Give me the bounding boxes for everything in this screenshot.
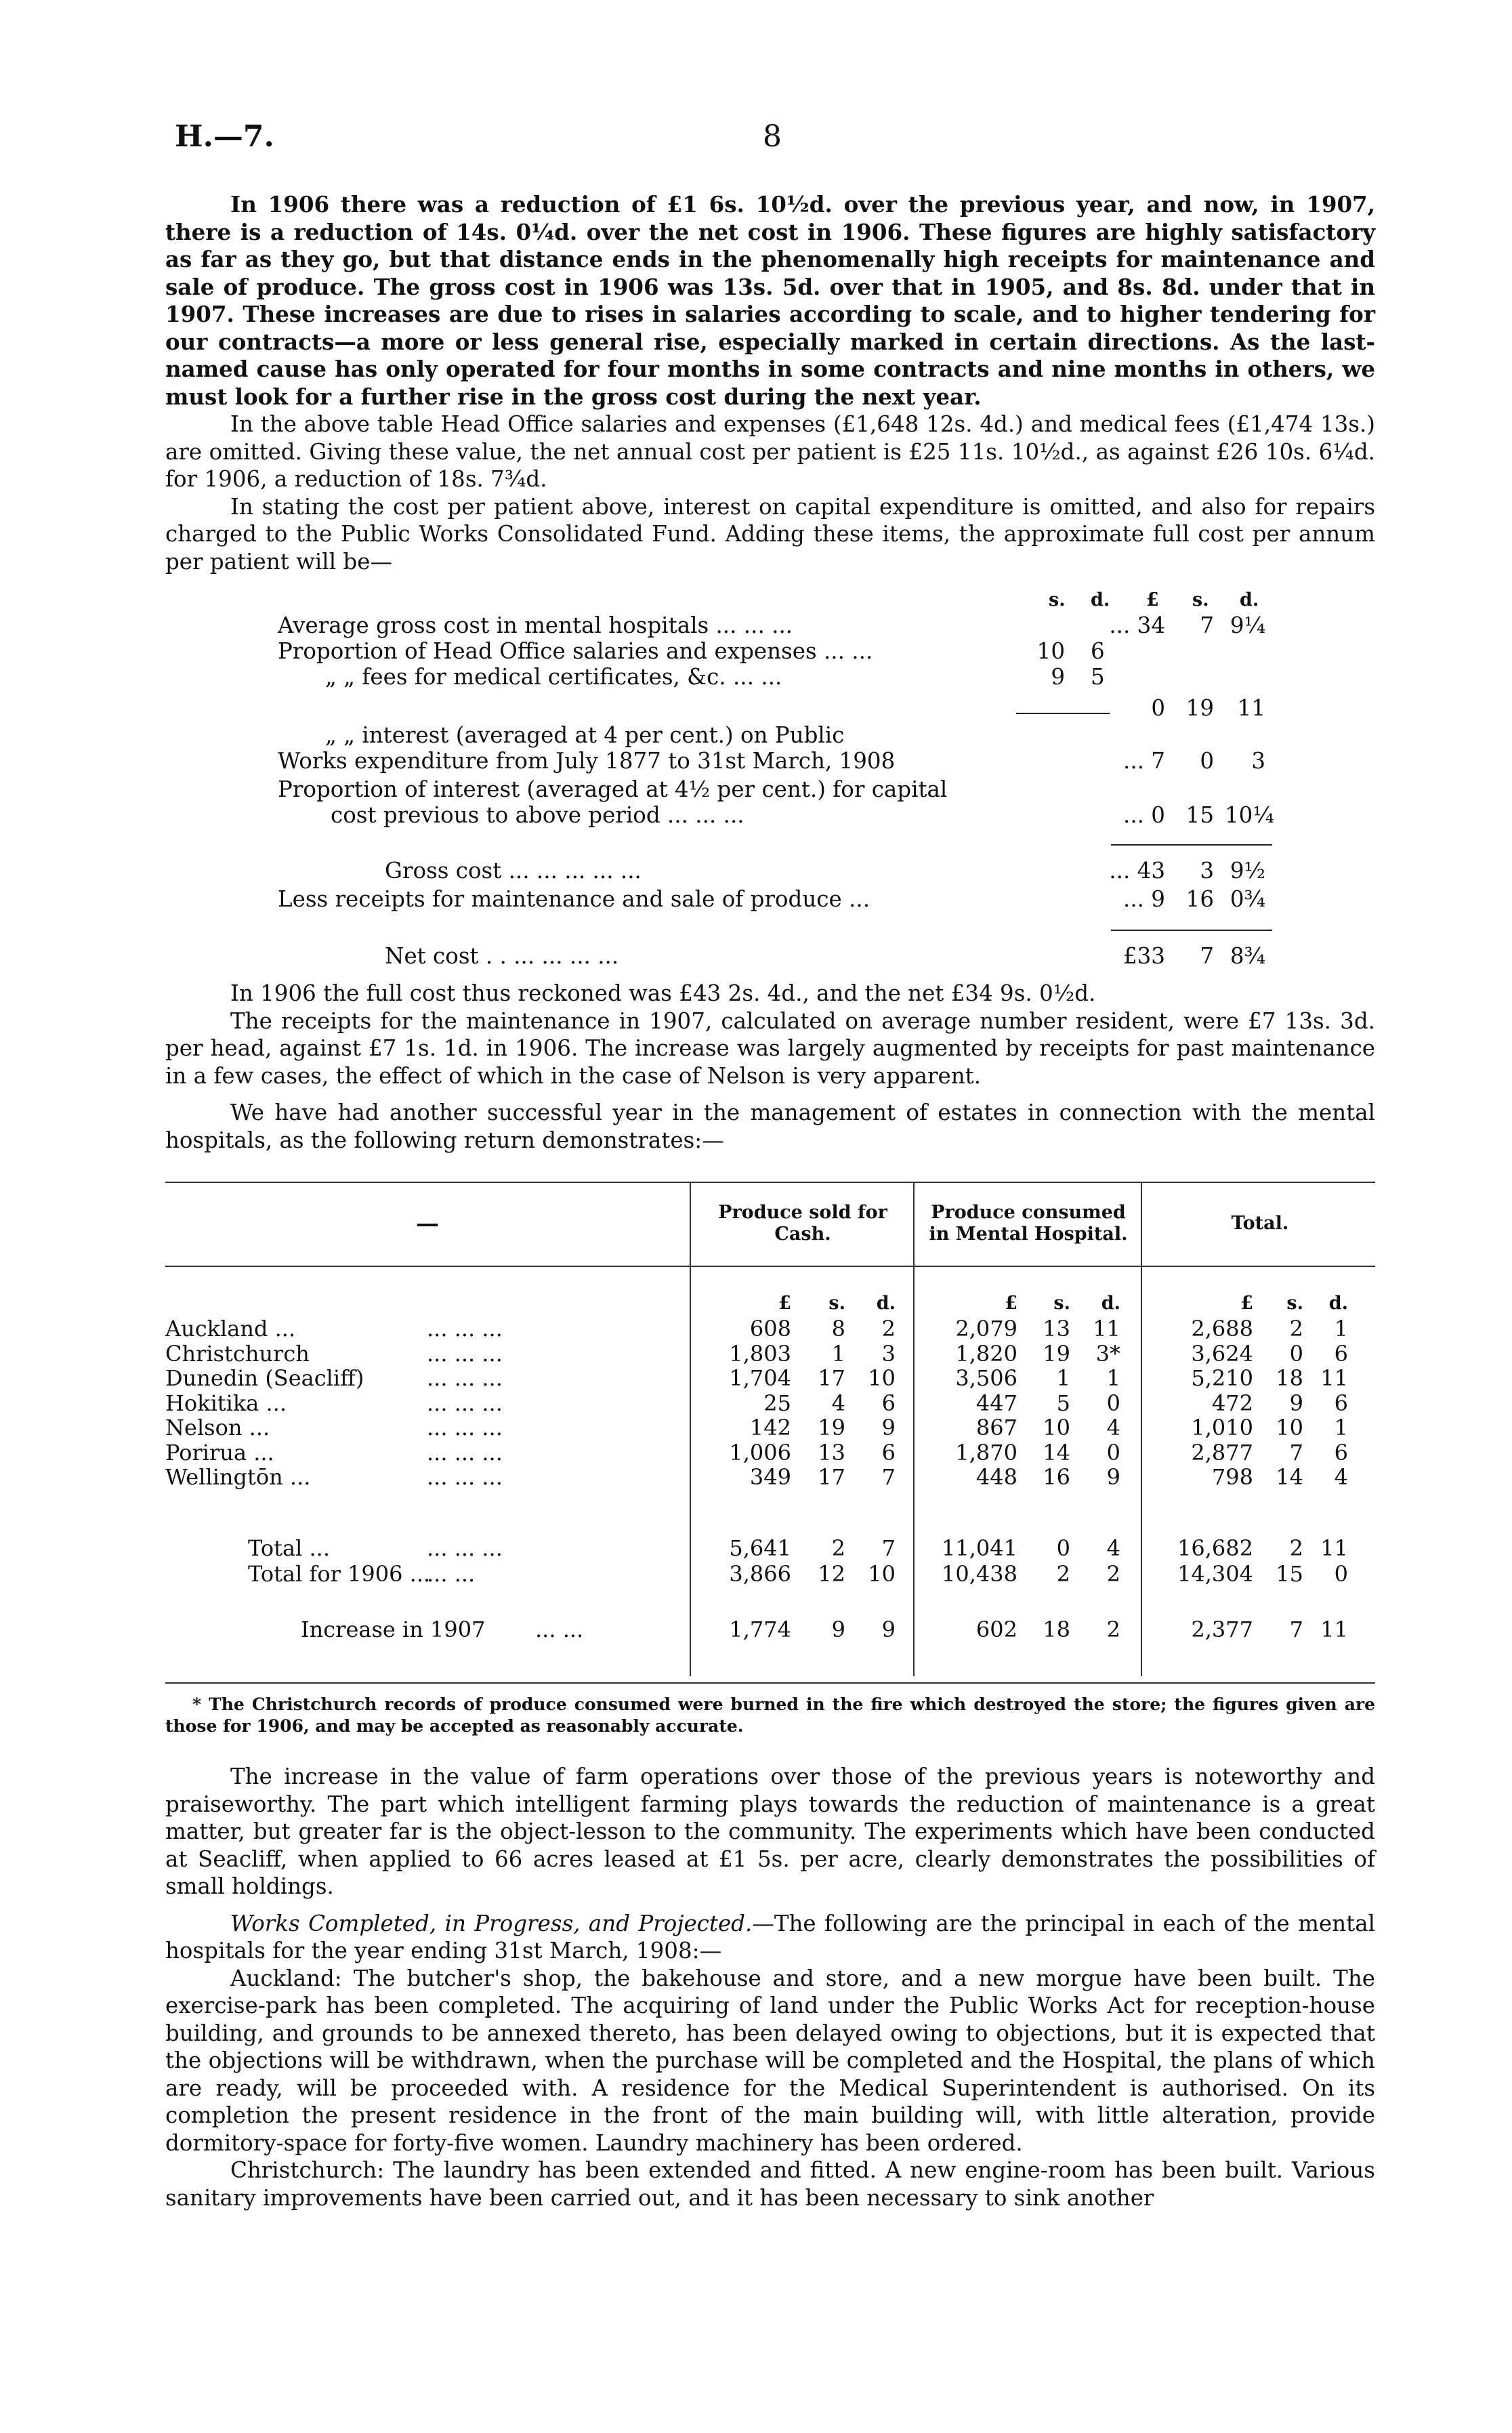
table-cell: 867 [975,1415,1017,1440]
table-cell: 0 [1289,1341,1303,1367]
row-label: Christchurch [165,1341,310,1367]
paragraph-full-cost-1906: In 1906 the full cost thus reckoned was £43 2s. 4d., and the net £34 9s. 0½d. [230,980,1096,1006]
col-head-s2: s. [1192,589,1209,610]
table-cell: 3* [1095,1341,1120,1367]
table-cell: 14 [1043,1440,1070,1465]
table-cell: 2,079 [955,1316,1017,1342]
works-intro: —The following are the principal in each of the mental hospitals for the year ending 31st March, 1908:— [165,1910,1375,1963]
row-label: Nelson ... [165,1415,270,1440]
table-cell: 2 [1289,1316,1303,1342]
table-cell: 472 [1211,1390,1253,1416]
cost-label-average: Average gross cost in mental hospitals ... ... ... [278,612,793,638]
paragraph-head-office: In the above table Head Office salaries and expenses (£1,648 12s. 4d.) and medical fees (£1,474 13s.) are omitted. Giving these value, the net annual cost per patient is £25 11s. 10½d., as against £26 10s. 6¼d. for 1906, a reduction of 18s. 7¾d. [165,411,1375,492]
cost-value: 6 [1091,638,1105,664]
cost-value: 9 [1051,664,1065,690]
cost-value: ... 7 [1122,748,1165,774]
table-head-rule [165,1266,1375,1267]
table-cell: 11 [1320,1365,1348,1391]
table-cell: 7 [1289,1440,1303,1465]
table-cell: 4 [1334,1464,1348,1490]
row-leader-dots: ... ... ... [427,1365,503,1391]
row-leader-dots: ... ... ... [427,1341,503,1367]
unit-header: d. [1328,1293,1348,1314]
cost-value: 3 [1251,748,1265,774]
table-cell: 448 [975,1464,1017,1490]
table-cell: 1,820 [955,1341,1017,1367]
row-label: Porirua ... [165,1440,274,1465]
table-cell: 5 [1056,1390,1070,1416]
table-cell: 2 [881,1316,896,1342]
table-cell: 0 [1334,1561,1348,1587]
row-label: Total for 1906 ... [248,1561,431,1587]
cost-label-interest-public-works-cont: Works expenditure from July 1877 to 31st March, 1908 [278,748,896,774]
cost-label-net: Net cost . . ... ... ... ... [385,943,619,969]
page-number: 8 [763,119,782,154]
table-bottom-rule [165,1682,1375,1684]
table-cell: 2 [831,1535,845,1561]
cost-value: 0¾ [1230,886,1265,912]
row-label: Wellingtōn ... [165,1464,311,1490]
cost-value: 9¼ [1230,612,1265,638]
cost-value: 10¼ [1225,802,1274,828]
table-cell: 0 [1106,1440,1120,1465]
table-cell: 16,682 [1177,1535,1253,1561]
table-cell: 1 [1334,1415,1348,1440]
table-cell: 13 [1043,1316,1070,1342]
unit-header: s. [1286,1293,1303,1314]
table-cell: 10,438 [942,1561,1017,1587]
row-label: Total ... [248,1535,330,1561]
table-cell: 5,641 [729,1535,791,1561]
table-cell: 10 [1043,1415,1070,1440]
head-produce-sold-cash: Produce sold for Cash. [718,1202,887,1245]
row-leader-dots: ... ... ... [427,1415,503,1440]
table-cell: 11 [1320,1535,1348,1561]
row-leader-dots: ... ... [427,1561,476,1587]
cost-value: 3 [1200,858,1214,883]
cost-value: 9½ [1230,858,1265,883]
table-cell: 1 [831,1341,845,1367]
table-col-rule [1141,1182,1142,1676]
table-cell: 11,041 [942,1535,1017,1561]
unit-header: s. [1053,1293,1070,1314]
cost-value: 10 [1036,638,1065,664]
table-cell: 14,304 [1177,1561,1253,1587]
table-cell: 9 [881,1617,896,1642]
table-cell: 4 [831,1390,845,1416]
cost-value: ... 43 [1109,858,1165,883]
table-cell: 17 [818,1365,845,1391]
table-cell: 142 [749,1415,791,1440]
table-cell: 7 [881,1464,896,1490]
table-cell: 25 [763,1390,791,1416]
table-cell: 2 [1289,1535,1303,1561]
table-cell: 0 [1106,1390,1120,1416]
table-cell: 9 [1106,1464,1120,1490]
paragraph-christchurch: Christchurch: The laundry has been extended and fitted. A new engine-room has been built. Various sanitary improvements have been carried out, and it has been necessary to sink another [165,2157,1375,2211]
table-cell: 2 [1056,1561,1070,1587]
cost-value: 15 [1185,802,1214,828]
row-leader-dots: ... ... [535,1617,584,1642]
document-code: H.—7. [175,119,274,154]
table-cell: 6 [1334,1390,1348,1416]
row-leader-dots: ... ... ... [427,1535,503,1561]
cost-value: ... 0 [1122,802,1165,828]
row-leader-dots: ... ... ... [427,1440,503,1465]
cost-label-interest-public-works: „ „ interest (averaged at 4 per cent.) on Public [325,722,845,748]
table-cell: 11 [1320,1617,1348,1642]
table-cell: 447 [975,1390,1017,1416]
table-cell: 9 [881,1415,896,1440]
cost-label-interest-capital: Proportion of interest (averaged at 4½ per cent.) for capital [278,776,948,802]
row-leader-dots: ... ... ... [427,1390,503,1416]
table-cell: 18 [1043,1617,1070,1642]
table-top-rule [165,1182,1375,1183]
table-cell: 13 [818,1440,845,1465]
table-cell: 3,506 [955,1365,1017,1391]
table-cell: 18 [1276,1365,1303,1391]
paragraph-cost-intro: In stating the cost per patient above, interest on capital expenditure is omitted, and also for repairs charged to the Public Works Consolidated Fund. Adding these items, the approximate full cost per annum per patient will be— [165,493,1375,575]
table-cell: 6 [1334,1440,1348,1465]
table-cell: 608 [749,1316,791,1342]
cost-label-gross: Gross cost ... ... ... ... ... [385,858,642,883]
table-cell: 6 [1334,1341,1348,1367]
table-cell: 798 [1211,1464,1253,1490]
table-cell: 10 [1276,1415,1303,1440]
table-cell: 14 [1276,1464,1303,1490]
gross-rule [1111,844,1272,846]
table-cell: 2,377 [1191,1617,1253,1642]
row-label: Hokitika ... [165,1390,287,1416]
col-head-s: s. [1049,589,1066,610]
unit-header: £ [1005,1293,1017,1314]
col-head-d2: d. [1240,589,1259,610]
table-cell: 2,688 [1191,1316,1253,1342]
col-head-pound: £ [1146,589,1159,610]
table-cell: 9 [1289,1390,1303,1416]
table-cell: 2 [1106,1561,1120,1587]
table-cell: 349 [749,1464,791,1490]
cost-label-head-office: Proportion of Head Office salaries and expenses ... ... [278,638,873,664]
cost-value: ... 9 [1122,886,1165,912]
cost-value: ... 34 [1109,612,1165,638]
row-label: Auckland ... [165,1316,296,1342]
unit-header: d. [876,1293,896,1314]
paragraph-farm-operations: The increase in the value of farm operations over those of the previous years is noteworthy and praiseworthy. The part which intelligent farming plays towards the reduction of maintenance is a great matter, but greater far is the object-lesson to the community. The experiments which have been conducted at Seacliff, when applied to 66 acres leased at £1 5s. per acre, clearly demonstrates the possibilities of small holdings. [165,1764,1375,1899]
head-total: Total. [1231,1213,1289,1234]
table-cell: 19 [818,1415,845,1440]
intro-text [165,191,1375,575]
cost-label-less-receipts: Less receipts for maintenance and sale of produce ... [278,886,870,912]
table-cell: 12 [818,1561,845,1587]
works-heading: Works Completed, in Progress, and Projected. [230,1910,753,1936]
table-cell: 1,010 [1191,1415,1253,1440]
row-leader-dots: ... ... ... [427,1316,503,1342]
unit-header: £ [778,1293,791,1314]
table-cell: 10 [868,1561,896,1587]
table-cell: 1 [1334,1316,1348,1342]
table-cell: 2 [1106,1617,1120,1642]
unit-header: s. [828,1293,845,1314]
table-col-rule [913,1182,915,1676]
net-rule [1111,930,1272,931]
footnote: * The Christchurch records of produce consumed were burned in the fire which destroyed the store; the figures given are those for 1906, and may be accepted as reasonably accurate. [165,1694,1375,1736]
cost-value: 8¾ [1230,943,1265,969]
row-leader-dots: ... ... ... [427,1464,503,1490]
table-cell: 4 [1106,1535,1120,1561]
cost-value: £33 [1122,943,1165,969]
cost-value: 0 [1151,695,1165,721]
table-cell: 17 [818,1464,845,1490]
cost-value: 0 [1200,748,1214,774]
unit-header: £ [1240,1293,1253,1314]
table-cell: 5,210 [1191,1365,1253,1391]
table-cell: 1 [1106,1365,1120,1391]
table-cell: 9 [831,1617,845,1642]
row-label: Dunedin (Seacliff) [165,1365,364,1391]
table-cell: 16 [1043,1464,1070,1490]
table-cell: 1,870 [955,1440,1017,1465]
table-cell: 15 [1276,1561,1303,1587]
middle-text [165,980,1375,1154]
cost-value: 5 [1091,664,1105,690]
table-cell: 6 [881,1440,896,1465]
table-cell: 0 [1056,1535,1070,1561]
subtotal-rule [1016,713,1110,714]
paragraph-works [165,1910,1375,1965]
table-cell: 3,866 [729,1561,791,1587]
cost-value: 19 [1185,695,1214,721]
table-cell: 2,877 [1191,1440,1253,1465]
paragraph-auckland: Auckland: The butcher's shop, the bakehouse and store, and a new morgue have been built. The exercise-park has been completed. The acquiring of land under the Public Works Act for reception-house building, and grounds to be annexed thereto, has been delayed owing to objections, but it is expected that the objections will be withdrawn, when the purchase will be completed and the Hospital, the plans of which are ready, will be proceeded with. A residence for the Medical Superintendent is authorised. On its completion the present residence in the front of the main building will, with little alteration, provide dormitory-space for forty-five women. Laundry machinery has been ordered. [165,1965,1375,2156]
stub-head: — [416,1210,439,1237]
table-cell: 1,704 [729,1365,791,1391]
table-cell: 3 [881,1341,896,1367]
paragraph-estates-intro: We have had another successful year in the management of estates in connection with the mental hospitals, as the following return demonstrates:— [165,1100,1375,1153]
table-cell: 602 [975,1617,1017,1642]
head-produce-consumed: Produce consumed in Mental Hospital. [929,1202,1128,1245]
table-cell: 19 [1043,1341,1070,1367]
table-cell: 1,006 [729,1440,791,1465]
cost-value: 11 [1237,695,1265,721]
table-cell: 7 [881,1535,896,1561]
table-cell: 11 [1093,1316,1120,1342]
table-cell: 1,774 [729,1617,791,1642]
table-cell: 6 [881,1390,896,1416]
row-label: Increase in 1907 [301,1617,486,1642]
paragraph-reduction: In 1906 there was a reduction of £1 6s. 10½d. over the previous year, and now, in 1907, there is a reduction of 14s. 0¼d. over the net cost in 1906. These figures are highly satisfactory as far as they go, but that distance ends in the phenomenally high receipts for maintenance and sale of produce. The gross cost in 1906 was 13s. 5d. over that in 1905, and 8s. 8d. under that in 1907. These increases are due to rises in salaries according to scale, and to higher tendering for our contracts—a more or less general rise, especially marked in certain directions. As the last-named cause has only operated for four months in some contracts and nine months in others, we must look for a further rise in the gross cost during the next year. [165,191,1375,410]
cost-value: 7 [1200,943,1214,969]
cost-label-medical-fees: „ „ fees for medical certificates, &c. ... ... [325,664,782,690]
cost-label-interest-capital-cont: cost previous to above period ... ... ... [331,802,744,828]
col-head-d: d. [1091,589,1110,610]
table-cell: 10 [868,1365,896,1391]
paragraph-receipts: The receipts for the maintenance in 1907, calculated on average number resident, were £7 13s. 3d. per head, against £7 1s. 1d. in 1906. The increase was largely augmented by receipts for past maintenance in a few cases, the effect of which in the case of Nelson is very apparent. [165,1007,1375,1089]
table-cell: 3,624 [1191,1341,1253,1367]
cost-value: 16 [1185,886,1214,912]
table-cell: 1,803 [729,1341,791,1367]
table-cell: 1 [1056,1365,1070,1391]
bottom-text [165,1763,1375,2211]
table-cell: 4 [1106,1415,1120,1440]
table-cell: 7 [1289,1617,1303,1642]
cost-value: 7 [1200,612,1214,638]
table-cell: 8 [831,1316,845,1342]
unit-header: d. [1101,1293,1120,1314]
